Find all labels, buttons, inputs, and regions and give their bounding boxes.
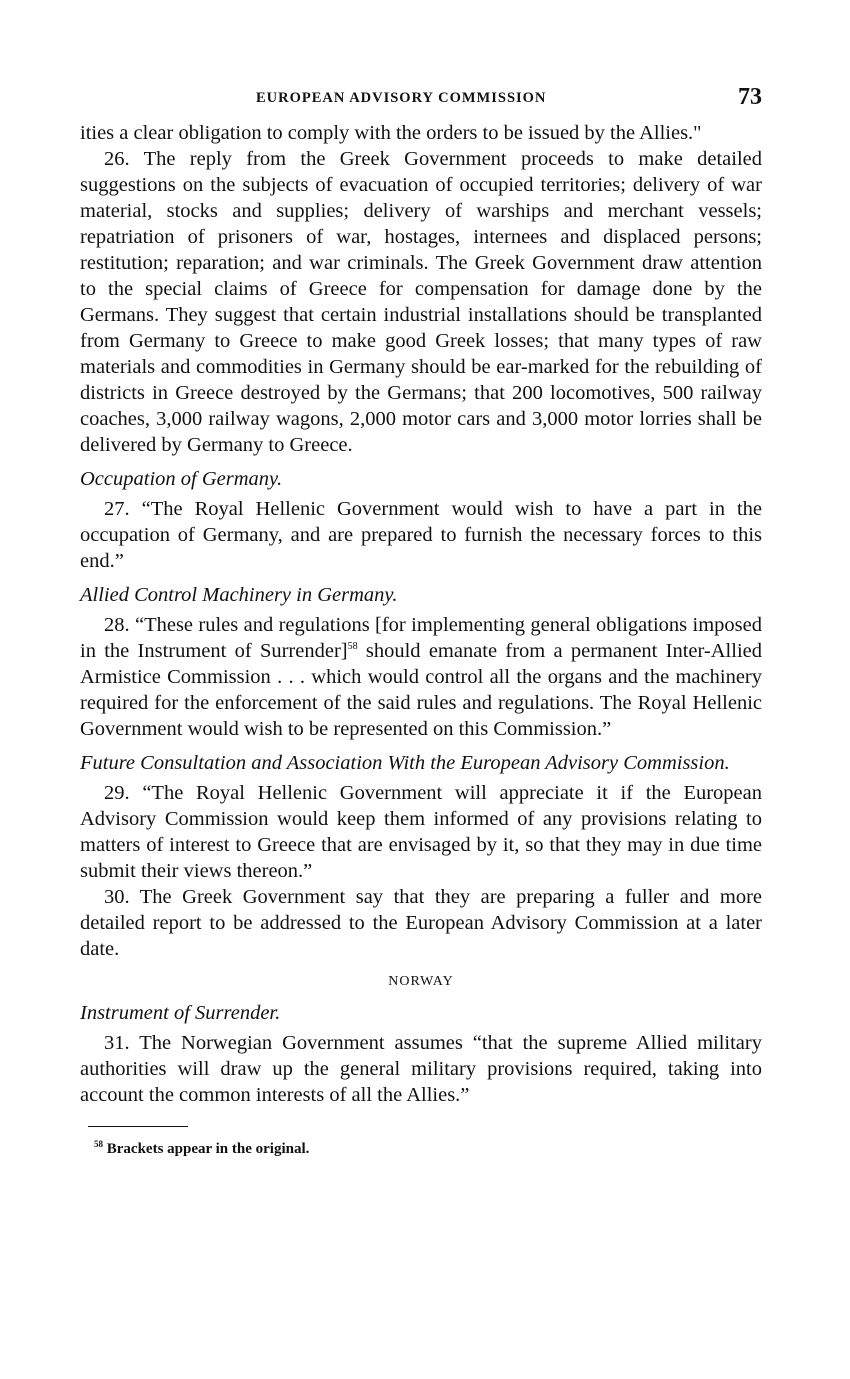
footnote-divider (88, 1126, 188, 1127)
heading-allied-control-machinery: Allied Control Machinery in Germany. (80, 584, 398, 606)
heading-future-consultation: Future Consultation and Association With the European Advisory Commission. (80, 752, 730, 774)
paragraph-29: 29. “The Royal Hellenic Government will appreciate it if the European Advisory Commission would keep them informed of any provisions relating to matters of interest to Greece that are envisaged by it, so that they may in due time submit their views thereon.” (80, 782, 762, 882)
section-title-norway: NORWAY (388, 974, 454, 989)
page-header (80, 84, 762, 120)
paragraph-continuation: ities a clear obligation to comply with the orders to be issued by the Allies." (80, 122, 702, 144)
paragraph-28-part-b: should emanate from a permanent Inter-Allied Armistice Commission . . . which would control all the organs and the machinery required for the enforcement of the said rules and regulations. The Royal Hellenic Government would wish to be represented on this Commission.” (80, 640, 762, 740)
footnote-reference: 58 (347, 641, 358, 653)
document-page (80, 84, 762, 1159)
footnote (94, 1139, 762, 1159)
paragraph-28-part-a: 28. “These rules and regulations [for implementing general obligations imposed in the Instrument of Surrender] (80, 614, 762, 662)
page-number: 73 (738, 84, 762, 110)
running-head: EUROPEAN ADVISORY COMMISSION (256, 90, 547, 106)
paragraph-27: 27. “The Royal Hellenic Government would wish to have a part in the occupation of Germany, and are prepared to furnish the necessary forces to this end.” (80, 498, 762, 572)
paragraph-31: 31. The Norwegian Government assumes “that the supreme Allied military authorities will draw up the general military provisions required, taking into account the common interests of all the Allies.” (80, 1032, 762, 1106)
footnote-text: Brackets appear in the original. (106, 1141, 310, 1157)
heading-occupation-of-germany: Occupation of Germany. (80, 468, 283, 490)
paragraph-28 (80, 612, 762, 742)
heading-instrument-of-surrender: Instrument of Surrender. (80, 1002, 281, 1024)
paragraph-30: 30. The Greek Government say that they are preparing a fuller and more detailed report to be addressed to the European Advisory Commission at a later date. (80, 886, 762, 960)
footnote-number: 58 (94, 1139, 103, 1149)
paragraph-26: 26. The reply from the Greek Government proceeds to make detailed suggestions on the subjects of evacuation of occupied territories; delivery of war material, stocks and supplies; delivery of warships and merchant vessels; repatriation of prisoners of war, hostages, internees and displaced persons; restitution; reparation; and war criminals. The Greek Government draw attention to the special claims of Greece for compensation for damage done by the Germans. They suggest that certain industrial installations should be transplanted from Germany to Greece to make good Greek losses; that many types of raw materials and commodities in Germany should be ear-marked for the rebuilding of districts in Greece destroyed by the Germans; that 200 locomotives, 500 railway coaches, 3,000 railway wagons, 2,000 motor cars and 3,000 motor lorries shall be delivered by Germany to Greece. (80, 148, 762, 456)
